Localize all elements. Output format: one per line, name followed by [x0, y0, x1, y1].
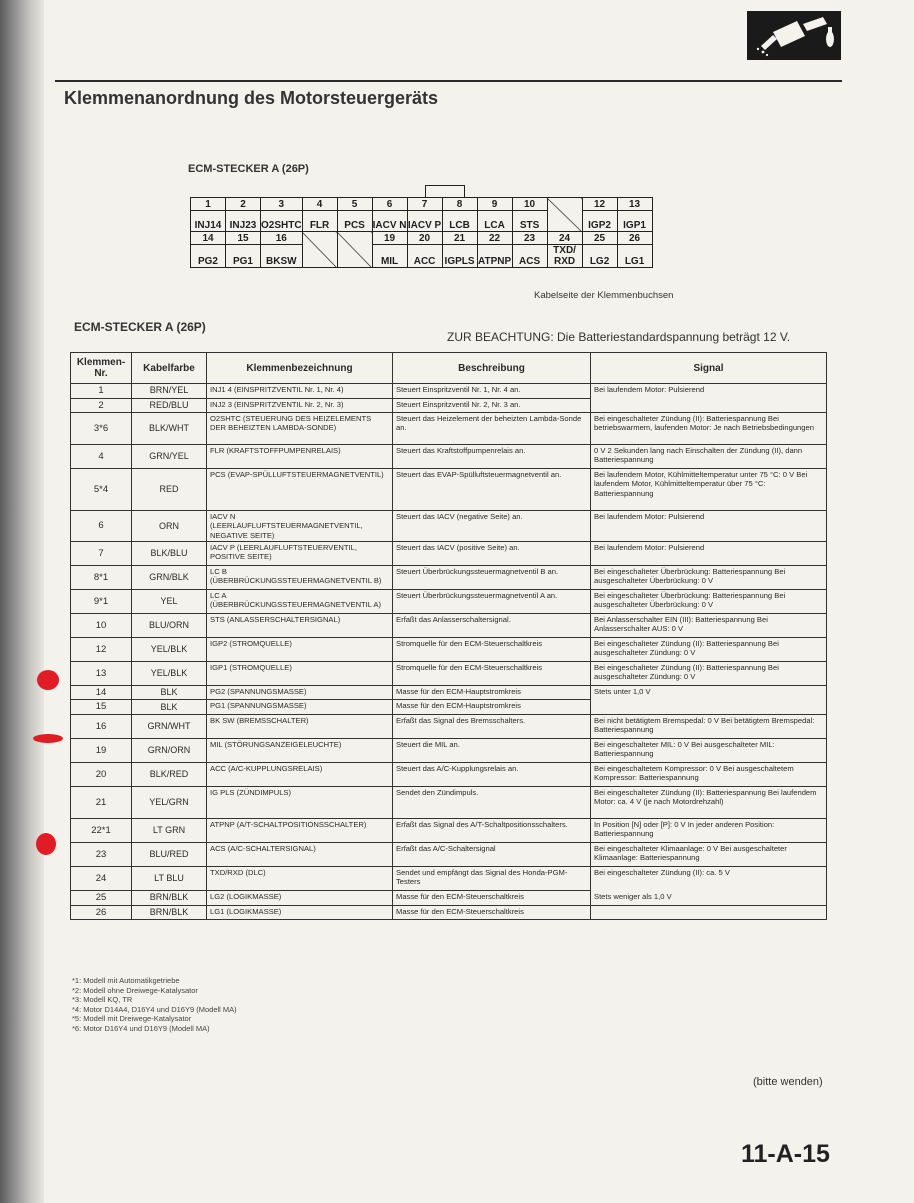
pin-number: 15 [226, 232, 261, 245]
connector-pin-diagram [190, 197, 653, 268]
table-row [71, 661, 827, 685]
pin-label: BKSW [261, 245, 303, 268]
terminal-number: 5*4 [71, 469, 132, 511]
wire-color: RED [132, 469, 207, 511]
cable-side-caption: Kabelseite der Klemmenbuchsen [534, 290, 674, 301]
pin-number: 13 [617, 198, 652, 211]
terminal-number: 15 [71, 700, 132, 715]
terminal-name: MIL (STÖRUNGSANZEIGELEUCHTE) [207, 739, 393, 763]
pin-number: 25 [582, 232, 617, 245]
turn-page-note: (bitte wenden) [753, 1076, 823, 1088]
terminal-signal: Bei laufendem Motor, Kühlmitteltemperatur unter 75 °C: 0 V Bei laufendem Motor, Kühlmitteltemperatur über 75 °C: Batteriespannung [591, 469, 827, 511]
pin-number: 23 [512, 232, 547, 245]
table-row [71, 565, 827, 589]
table-row [71, 445, 827, 469]
pin-label: TXD/ RXD [547, 245, 582, 268]
pin-label: ACC [407, 245, 442, 268]
terminal-signal [591, 398, 827, 413]
pin-label: IACV N [372, 211, 407, 232]
terminal-table [70, 352, 827, 920]
terminal-description: Erfaßt das Anlasserschaltersignal. [393, 613, 591, 637]
terminal-description: Steuert das A/C-Kupplungsrelais an. [393, 763, 591, 787]
blank-pin [337, 232, 372, 268]
table-row [71, 413, 827, 445]
terminal-number: 24 [71, 867, 132, 891]
pin-number: 14 [191, 232, 226, 245]
terminal-signal: Bei eingeschalteter Zündung (II): Batteriespannung Bei laufendem Motor: ca. 4 V (je nach Motordrehzahl) [591, 787, 827, 819]
table-row [71, 541, 827, 565]
terminal-number: 12 [71, 637, 132, 661]
terminal-signal: Bei eingeschaltetem Kompressor: 0 V Bei ausgeschaltetem Kompressor: Batteriespannung [591, 763, 827, 787]
table-row [71, 905, 827, 920]
pin-label: IGP2 [582, 211, 617, 232]
terminal-description: Stromquelle für den ECM-Steuerschaltkreis [393, 637, 591, 661]
terminal-description: Steuert die MIL an. [393, 739, 591, 763]
terminal-description: Stromquelle für den ECM-Steuerschaltkreis [393, 661, 591, 685]
pin-label: PCS [337, 211, 372, 232]
terminal-signal: Bei laufendem Motor: Pulsierend [591, 511, 827, 542]
terminal-signal: Bei eingeschalteter Klimaanlage: 0 V Bei ausgeschalteter Klimaanlage: Batteriespannung [591, 843, 827, 867]
terminal-description: Steuert das IACV (positive Seite) an. [393, 541, 591, 565]
pin-number: 20 [407, 232, 442, 245]
terminal-number: 21 [71, 787, 132, 819]
table-row [71, 819, 827, 843]
terminal-name: ATPNP (A/T-SCHALTPOSITIONSSCHALTER) [207, 819, 393, 843]
pin-label: ACS [512, 245, 547, 268]
terminal-signal: Bei laufendem Motor: Pulsierend [591, 384, 827, 399]
battery-note: ZUR BEACHTUNG: Die Batteriestandardspannung beträgt 12 V. [447, 330, 791, 344]
terminal-signal: Bei eingeschalteter Überbrückung: Batteriespannung Bei ausgeschalteter Überbrückung: 0 V [591, 589, 827, 613]
wire-color: YEL/GRN [132, 787, 207, 819]
wire-color: GRN/ORN [132, 739, 207, 763]
pin-number: 21 [442, 232, 477, 245]
terminal-number: 3*6 [71, 413, 132, 445]
col-header-klemmenbezeichnung: Klemmenbezeichnung [207, 353, 393, 384]
terminal-number: 23 [71, 843, 132, 867]
pin-number: 6 [372, 198, 407, 211]
pin-label: MIL [372, 245, 407, 268]
terminal-description: Steuert das IACV (negative Seite) an. [393, 511, 591, 542]
table-row [71, 511, 827, 542]
terminal-description: Erfaßt das A/C-Schaltersignal [393, 843, 591, 867]
wire-color: BRN/BLK [132, 891, 207, 906]
table-row [71, 787, 827, 819]
terminal-description: Steuert das Kraftstoffpumpenrelais an. [393, 445, 591, 469]
terminal-description: Erfaßt das Signal des Bremsschalters. [393, 715, 591, 739]
terminal-number: 1 [71, 384, 132, 399]
table-row [71, 739, 827, 763]
pin-label: STS [512, 211, 547, 232]
book-binding-shadow [0, 0, 44, 1203]
terminal-signal: Bei Anlasserschalter EIN (III): Batteriespannung Bei Anlasserschalter AUS: 0 V [591, 613, 827, 637]
terminal-name: IGP1 (STROMQUELLE) [207, 661, 393, 685]
terminal-description: Steuert Überbrückungssteuermagnetventil B an. [393, 565, 591, 589]
wire-color: BLK [132, 685, 207, 700]
red-marker-dot [36, 833, 56, 855]
wire-color: GRN/WHT [132, 715, 207, 739]
wire-color: BRN/YEL [132, 384, 207, 399]
terminal-name: LC B (ÜBERBRÜCKUNGSSTEUERMAGNETVENTIL B) [207, 565, 393, 589]
terminal-name: O2SHTC (STEUERUNG DES HEIZELEMENTS DER BEHEIZTEN LAMBDA-SONDE) [207, 413, 393, 445]
terminal-name: STS (ANLASSERSCHALTERSIGNAL) [207, 613, 393, 637]
pin-label: PG2 [191, 245, 226, 268]
terminal-number: 20 [71, 763, 132, 787]
terminal-name: ACS (A/C-SCHALTERSIGNAL) [207, 843, 393, 867]
wire-color: ORN [132, 511, 207, 542]
terminal-signal: Bei eingeschalteter Zündung (II): ca. 5 V [591, 867, 827, 891]
pin-number: 2 [226, 198, 261, 211]
terminal-description: Steuert das EVAP-Spülluftsteuermagnetventil an. [393, 469, 591, 511]
pin-number: 1 [191, 198, 226, 211]
footnotes [72, 976, 237, 1034]
terminal-number: 26 [71, 905, 132, 920]
terminal-description: Masse für den ECM-Hauptstromkreis [393, 700, 591, 715]
col-header-beschreibung: Beschreibung [393, 353, 591, 384]
wire-color: LT BLU [132, 867, 207, 891]
table-row [71, 715, 827, 739]
terminal-number: 8*1 [71, 565, 132, 589]
terminal-number: 6 [71, 511, 132, 542]
fuel-injector-icon [747, 11, 841, 60]
col-header-kabelfarbe: Kabelfarbe [132, 353, 207, 384]
terminal-name: LG1 (LOGIKMASSE) [207, 905, 393, 920]
terminal-signal: Bei eingeschalteter Zündung (II): Batteriespannung Bei ausgeschalteter Zündung: 0 V [591, 661, 827, 685]
terminal-description: Masse für den ECM-Hauptstromkreis [393, 685, 591, 700]
pin-number: 26 [617, 232, 652, 245]
pin-label: IACV P [407, 211, 442, 232]
terminal-signal: Bei nicht betätigtem Bremspedal: 0 V Bei betätigtem Bremspedal: Batteriespannung [591, 715, 827, 739]
terminal-name: TXD/RXD (DLC) [207, 867, 393, 891]
wire-color: YEL/BLK [132, 637, 207, 661]
footnote: *5: Modell mit Dreiwege-Katalysator [72, 1014, 192, 1024]
terminal-name: LC A (ÜBERBRÜCKUNGSSTEUERMAGNETVENTIL A) [207, 589, 393, 613]
terminal-number: 14 [71, 685, 132, 700]
terminal-signal: Stets unter 1,0 V [591, 685, 827, 700]
pin-number: 12 [582, 198, 617, 211]
table-row [71, 613, 827, 637]
pin-number: 10 [512, 198, 547, 211]
table-row [71, 843, 827, 867]
table-row [71, 700, 827, 715]
footnote: *6: Motor D16Y4 und D16Y9 (Modell MA) [72, 1023, 210, 1033]
pin-label: INJ14 [191, 211, 226, 232]
terminal-description: Sendet den Zündimpuls. [393, 787, 591, 819]
terminal-description: Steuert Überbrückungssteuermagnetventil A an. [393, 589, 591, 613]
wire-color: BLK [132, 700, 207, 715]
pin-number: 4 [302, 198, 337, 211]
wire-color: BLU/RED [132, 843, 207, 867]
terminal-name: IG PLS (ZÜNDIMPULS) [207, 787, 393, 819]
footnote: *1: Modell mit Automatikgetriebe [72, 976, 180, 985]
connector-heading: ECM-STECKER A (26P) [188, 163, 309, 175]
terminal-name: PG1 (SPANNUNGSMASSE) [207, 700, 393, 715]
terminal-signal: 0 V 2 Sekunden lang nach Einschalten der Zündung (II), dann Batteriespannung [591, 445, 827, 469]
wire-color: YEL [132, 589, 207, 613]
pin-number: 24 [547, 232, 582, 245]
terminal-number: 7 [71, 541, 132, 565]
pin-number: 16 [261, 232, 303, 245]
terminal-signal: Bei eingeschalteter Zündung (II): Batteriespannung Bei ausgeschalteter Zündung: 0 V [591, 637, 827, 661]
terminal-name: FLR (KRAFTSTOFFPUMPENRELAIS) [207, 445, 393, 469]
pin-label: IGPLS [442, 245, 477, 268]
terminal-description: Steuert das Heizelement der beheizten Lambda-Sonde an. [393, 413, 591, 445]
terminal-name: IACV P (LEERLAUFLUFTSTEUERVENTIL, POSITIVE SEITE) [207, 541, 393, 565]
pin-number: 7 [407, 198, 442, 211]
terminal-description: Steuert Einspritzventil Nr. 1, Nr. 4 an. [393, 384, 591, 399]
footnote: *4: Motor D14A4, D16Y4 und D16Y9 (Modell MA) [72, 1004, 237, 1014]
table-header-row [71, 353, 827, 384]
terminal-number: 19 [71, 739, 132, 763]
col-header-nr: Klemmen- Nr. [71, 353, 132, 384]
table-heading: ECM-STECKER A (26P) [74, 320, 206, 334]
wire-color: BLK/BLU [132, 541, 207, 565]
table-row [71, 589, 827, 613]
terminal-description: Sendet und empfängt das Signal des Honda-PGM-Testers [393, 867, 591, 891]
table-row [71, 867, 827, 891]
terminal-number: 13 [71, 661, 132, 685]
terminal-number: 4 [71, 445, 132, 469]
terminal-name: INJ2 3 (EINSPRITZVENTIL Nr. 2, Nr. 3) [207, 398, 393, 413]
wire-color: RED/BLU [132, 398, 207, 413]
wire-color: BLU/ORN [132, 613, 207, 637]
terminal-name: IACV N (LEERLAUFLUFTSTEUERMAGNETVENTIL, NEGATIVE SEITE) [207, 511, 393, 542]
wire-color: BRN/BLK [132, 905, 207, 920]
terminal-name: PG2 (SPANNUNGSMASSE) [207, 685, 393, 700]
table-row [71, 685, 827, 700]
table-row [71, 763, 827, 787]
terminal-number: 2 [71, 398, 132, 413]
terminal-name: PCS (EVAP-SPÜLLUFTSTEUERMAGNETVENTIL) [207, 469, 393, 511]
blank-pin [547, 198, 582, 232]
header-rule [55, 80, 842, 82]
terminal-number: 16 [71, 715, 132, 739]
pin-number: 3 [261, 198, 303, 211]
pin-number: 9 [477, 198, 512, 211]
terminal-name: ACC (A/C-KUPPLUNGSRELAIS) [207, 763, 393, 787]
page-number: 11-A-15 [741, 1140, 830, 1168]
terminal-description: Masse für den ECM-Steuerschaltkreis [393, 905, 591, 920]
red-marker-dot [37, 670, 59, 690]
wire-color: GRN/YEL [132, 445, 207, 469]
terminal-signal: In Position [N] oder [P]: 0 V In jeder anderen Position: Batteriespannung [591, 819, 827, 843]
table-row [71, 384, 827, 399]
terminal-signal: Bei eingeschalteter Überbrückung: Batteriespannung Bei ausgeschalteter Überbrückung: 0 V [591, 565, 827, 589]
terminal-signal: Bei eingeschalteter Zündung (II): Batteriespannung Bei betriebswarmem, laufenden Motor: Je nach Betriebsbedingungen [591, 413, 827, 445]
col-header-signal: Signal [591, 353, 827, 384]
pin-number: 19 [372, 232, 407, 245]
terminal-name: BK SW (BREMSSCHALTER) [207, 715, 393, 739]
wire-color: YEL/BLK [132, 661, 207, 685]
pin-label: LG1 [617, 245, 652, 268]
terminal-name: IGP2 (STROMQUELLE) [207, 637, 393, 661]
pin-label: INJ23 [226, 211, 261, 232]
pin-number: 22 [477, 232, 512, 245]
table-row [71, 469, 827, 511]
footnote: *3: Modell KQ, TR [72, 995, 133, 1005]
wire-color: BLK/RED [132, 763, 207, 787]
terminal-number: 22*1 [71, 819, 132, 843]
pin-label: LG2 [582, 245, 617, 268]
terminal-description: Masse für den ECM-Steuerschaltkreis [393, 891, 591, 906]
terminal-description: Steuert Einspritzventil Nr. 2, Nr. 3 an. [393, 398, 591, 413]
pin-label: PG1 [226, 245, 261, 268]
red-marker-dot [33, 734, 63, 743]
terminal-signal: Bei laufendem Motor: Pulsierend [591, 541, 827, 565]
terminal-name: INJ1 4 (EINSPRITZVENTIL Nr. 1, Nr. 4) [207, 384, 393, 399]
terminal-name: LG2 (LOGIKMASSE) [207, 891, 393, 906]
wire-color: GRN/BLK [132, 565, 207, 589]
pin-number: 8 [442, 198, 477, 211]
pin-number: 5 [337, 198, 372, 211]
terminal-signal: Bei eingeschalteter MIL: 0 V Bei ausgeschalteter MIL: Batteriespannung [591, 739, 827, 763]
pin-label: ATPNP [477, 245, 512, 268]
blank-pin [302, 232, 337, 268]
pin-label: LCB [442, 211, 477, 232]
table-row [71, 398, 827, 413]
terminal-number: 10 [71, 613, 132, 637]
pin-label: LCA [477, 211, 512, 232]
footnote: *2: Modell ohne Dreiwege-Katalysator [72, 985, 198, 995]
terminal-description: Erfaßt das Signal des A/T-Schaltpositionsschalters. [393, 819, 591, 843]
terminal-signal: Stets weniger als 1,0 V [591, 891, 827, 906]
terminal-signal [591, 700, 827, 715]
table-row [71, 637, 827, 661]
pin-label: O2SHTC [261, 211, 303, 232]
terminal-number: 25 [71, 891, 132, 906]
wire-color: BLK/WHT [132, 413, 207, 445]
pin-label: FLR [302, 211, 337, 232]
pin-label: IGP1 [617, 211, 652, 232]
terminal-signal [591, 905, 827, 920]
wire-color: LT GRN [132, 819, 207, 843]
table-row [71, 891, 827, 906]
page-title: Klemmenanordnung des Motorsteuergeräts [64, 88, 439, 108]
terminal-number: 9*1 [71, 589, 132, 613]
